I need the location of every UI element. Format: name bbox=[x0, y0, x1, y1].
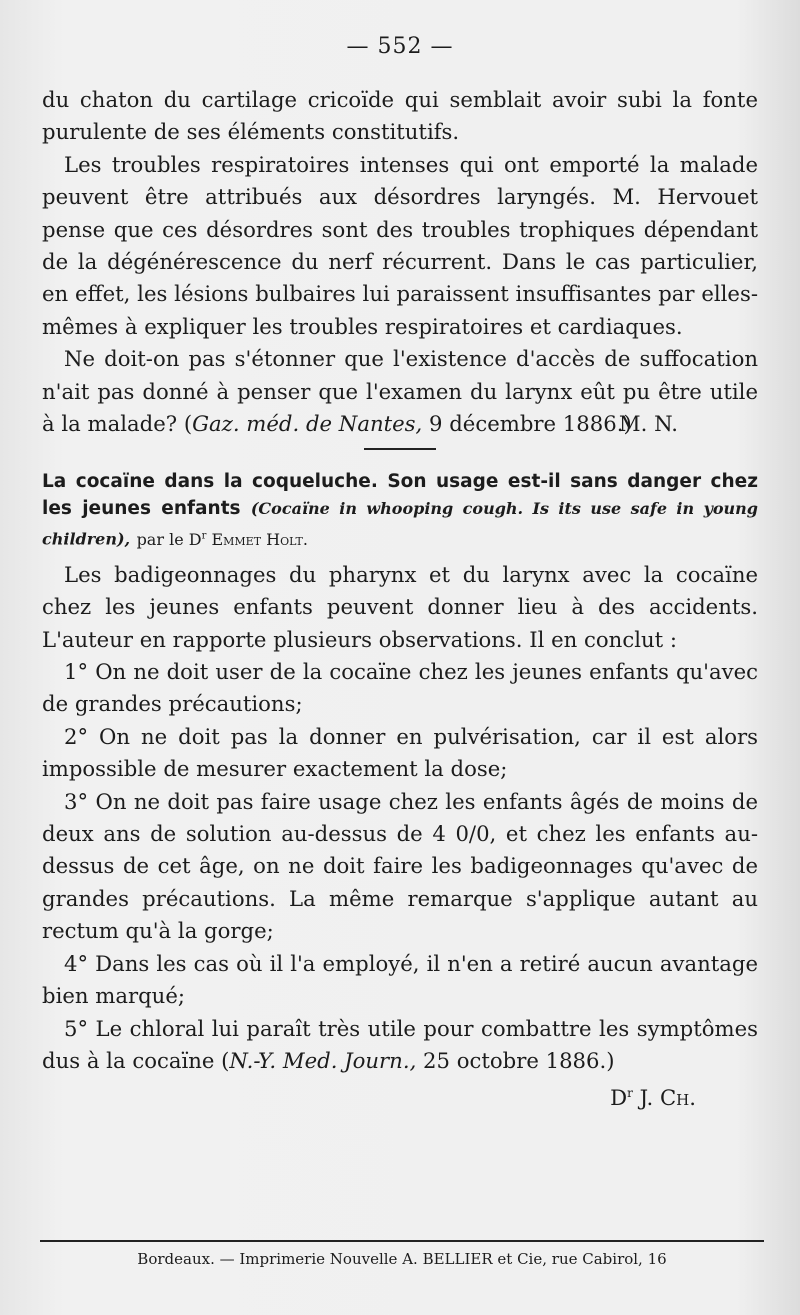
article-title bbox=[42, 468, 758, 552]
conclusion-point-5: 5° Le chloral lui paraît très utile pour combattre les symptômes dus à la cocaïne (N.-Y. Med. Journ., 25 octobre 1886.) bbox=[42, 1015, 758, 1073]
body-text bbox=[42, 84, 758, 1115]
paragraph-suffocation-date: 9 décembre 1886.) bbox=[422, 411, 632, 437]
signature-mn: M. N. bbox=[618, 411, 678, 437]
source-citation: Gaz. méd. de Nantes, bbox=[192, 411, 423, 437]
page-number: — 552 — bbox=[346, 34, 454, 59]
article-title-main: La cocaïne dans la coqueluche. Son usage est-il sans danger chez les jeunes enfants bbox=[42, 471, 758, 520]
conclusion-point-1: 1° On ne doit user de la cocaïne chez les jeunes enfants qu'avec de grandes précautions; bbox=[42, 659, 758, 717]
conclusion-point-3: 3° On ne doit pas faire usage chez les enfants âgés de moins de deux ans de solution au-dessus de 4 0/0, et chez les enfants au-dessus de cet âge, on ne doit faire les badigeonnages qu'avec de grandes précautions. La même remarque s'applique autant au rectum qu'à la gorge; bbox=[42, 788, 758, 944]
signature-jch: $D^r$ J. Ch. bbox=[610, 1085, 696, 1111]
source-citation-nyj: N.-Y. Med. Journ., bbox=[229, 1047, 417, 1073]
printer-footer: Bordeaux. — Imprimerie Nouvelle A. BELLIER et Cie, rue Cabirol, 16 bbox=[137, 1250, 667, 1268]
paragraph-continuation: du chaton du cartilage cricoïde qui semblait avoir subi la fonte purulente de ses éléments constitutifs. bbox=[42, 87, 758, 145]
paragraph-suffocation-text: Ne doit-on pas s'étonner que l'existence d'accès de suffocation n'ait pas donné à penser que l'examen du larynx eût pu être utile à la malade? ( bbox=[42, 346, 758, 437]
conclusion-point-4: 4° Dans les cas où il l'a employé, il n'en a retiré aucun avantage bien marqué; bbox=[42, 950, 758, 1009]
article-byline: par le $D^r$ Emmet Holt. bbox=[136, 529, 308, 549]
footer-rule bbox=[40, 1240, 764, 1242]
conclusion-point-2: 2° On ne doit pas la donner en pulvérisation, car il est alors impossible de mesurer exactement la dose; bbox=[42, 723, 758, 782]
article-intro: Les badigeonnages du pharynx et du larynx avec la cocaïne chez les jeunes enfants peuvent donner lieu à des accidents. L'auteur en rapporte plusieurs observations. Il en conclut : bbox=[42, 561, 758, 652]
article-title-english: (Cocaïne in whooping cough. Is its use safe in young children), bbox=[42, 499, 758, 549]
article-author: Emmet Holt. bbox=[211, 529, 308, 549]
section-divider bbox=[364, 448, 436, 450]
paragraph-respiratory-troubles: Les troubles respiratoires intenses qui ont emporté la malade peuvent être attribués aux désordres laryngés. M. Hervouet pense que ces désordres sont des troubles trophiques dépendant de la dégénérescence du nerf récurrent. Dans le cas particulier, en effet, les lésions bulbaires lui paraissent insuffisantes par elles-mêmes à expliquer les troubles respiratoires et cardiaques. bbox=[42, 151, 758, 339]
